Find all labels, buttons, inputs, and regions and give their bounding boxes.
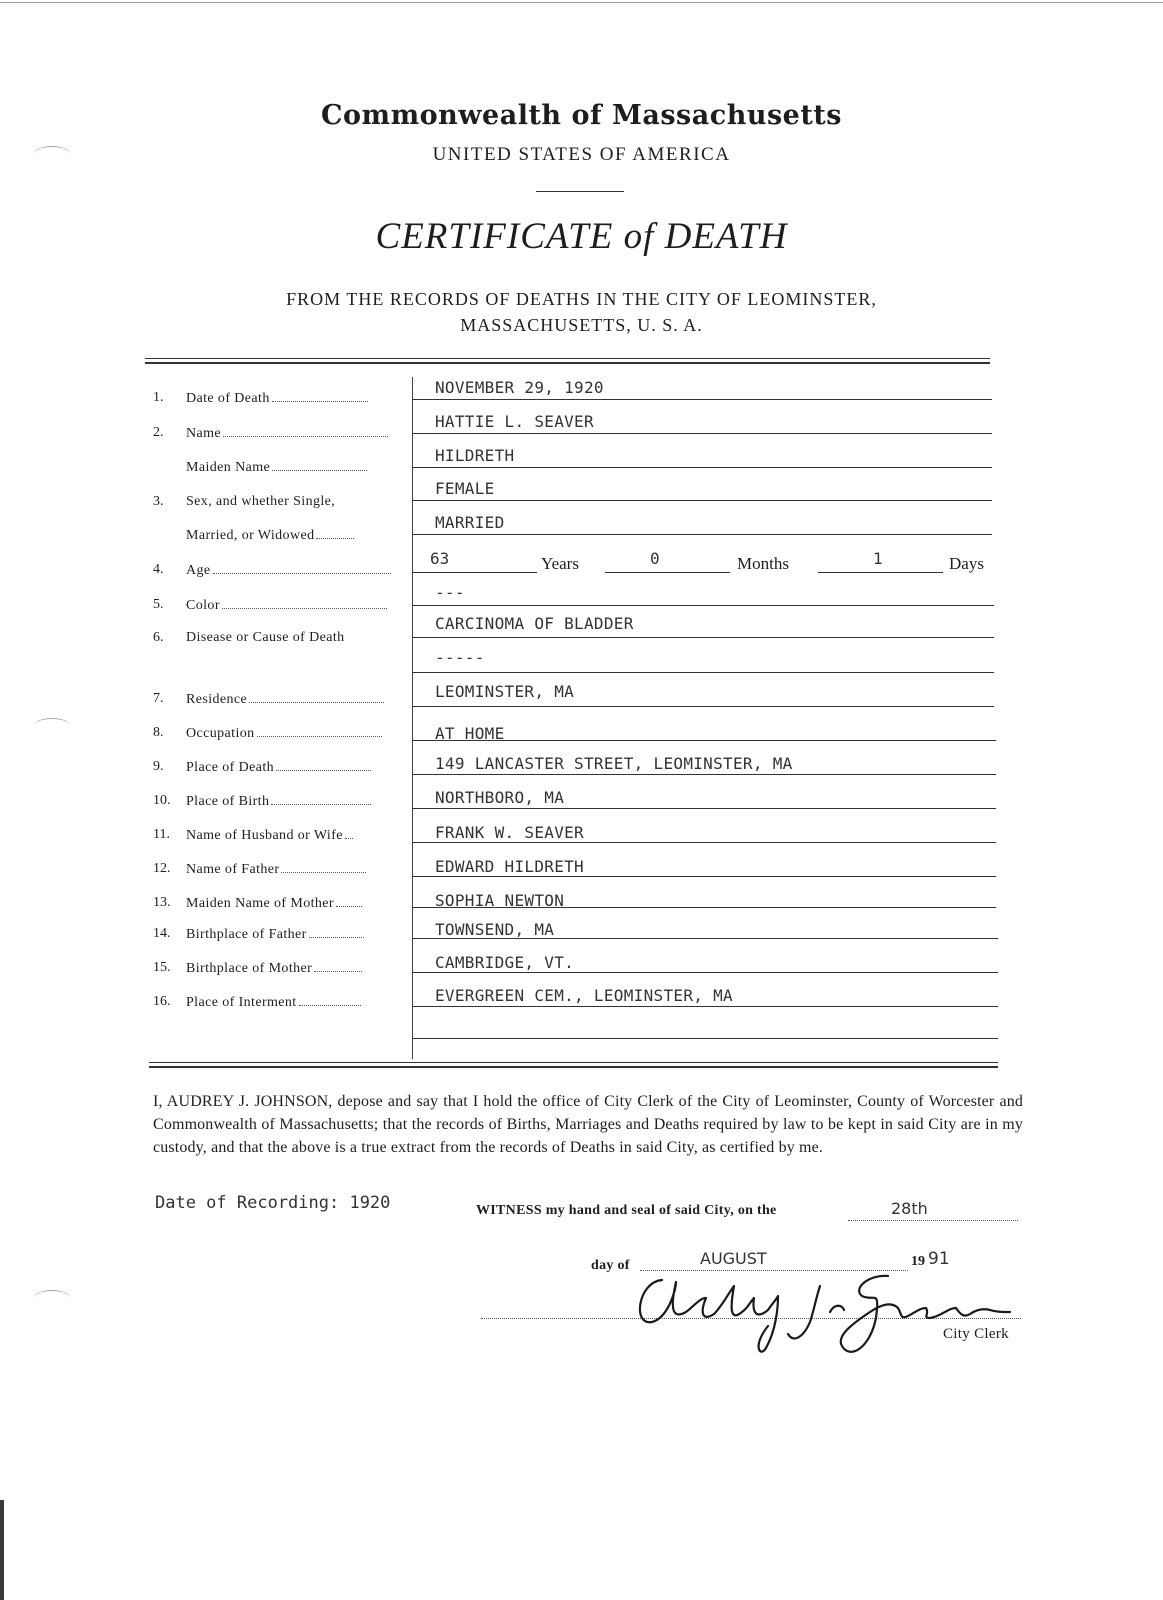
value-marital-status: MARRIED [435,513,505,532]
value-sex: FEMALE [435,479,495,498]
label-name: Name [186,425,401,442]
label-father: Name of Father [186,861,401,878]
field-line [412,672,994,673]
label-residence: Residence [186,691,401,708]
value-occupation: AT HOME [435,724,505,743]
field-line [412,1038,998,1039]
records-source-line-1: FROM THE RECORDS OF DEATHS IN THE CITY OF LEOMINSTER, [286,289,877,309]
value-mother-maiden-name: SOPHIA NEWTON [435,891,565,910]
field-line [412,972,998,973]
year-prefix: 19 [911,1254,925,1269]
records-source-line-2: MASSACHUSETTS, U. S. A. [460,315,703,335]
certification-paragraph: I, AUDREY J. JOHNSON, depose and say that I hold the office of City Clerk of the City of Leominster, County of Worcester and Commonwealth of Massachusetts; that the records of Births, Marriages and Deaths required by law to be kept in said City are in my custody, and that the above is a true extract from the records of Deaths in said City, as certified by me. [153,1093,1023,1156]
witness-day-value: 28th [891,1199,928,1218]
item-number-5: 5. [153,597,164,612]
item-number-16: 16. [153,994,171,1009]
clerk-signature [630,1268,1015,1363]
value-cause-continued: ----- [435,648,485,667]
label-occupation: Occupation [186,725,401,742]
value-place-of-birth: NORTHBORO, MA [435,788,565,807]
label-mother-maiden-name: Maiden Name of Mother [186,895,401,912]
label-months: Months [737,554,789,573]
item-number-1: 1. [153,390,164,405]
value-spouse: FRANK W. SEAVER [435,823,584,842]
label-age: Age [186,562,401,579]
item-number-4: 4. [153,562,164,577]
date-of-recording: Date of Recording: 1920 [155,1193,391,1213]
item-number-3: 3. [153,494,164,509]
item-number-7: 7. [153,691,164,706]
field-line [412,808,996,809]
label-sex: Sex, and whether Single, [186,494,336,509]
label-spouse: Name of Husband or Wife [186,827,401,844]
label-place-of-death: Place of Death [186,759,401,776]
table-top-rule [145,358,990,364]
item-number-8: 8. [153,725,164,740]
value-color: --- [435,583,465,602]
item-number-10: 10. [153,793,171,808]
field-line [412,399,992,400]
witness-day-line [848,1220,1018,1221]
field-line [605,572,730,573]
top-edge-line [0,2,1163,3]
label-place-of-interment: Place of Interment [186,994,401,1011]
label-date-of-death: Date of Death [186,390,401,407]
witness-statement: WITNESS my hand and seal of said City, on the [476,1203,777,1218]
value-cause-of-death: CARCINOMA OF BLADDER [435,614,634,633]
value-maiden-name: HILDRETH [435,446,515,465]
year-suffix: 91 [928,1249,950,1269]
item-number-9: 9. [153,759,164,774]
value-place-of-interment: EVERGREEN CEM., LEOMINSTER, MA [435,986,733,1005]
day-of-label: day of [591,1258,630,1273]
label-marital-status: Married, or Widowed [186,527,401,544]
value-age-days: 1 [873,549,883,568]
label-color: Color [186,597,401,614]
field-line [818,572,943,573]
label-days: Days [949,554,984,573]
item-number-14: 14. [153,926,171,941]
country-heading: UNITED STATES OF AMERICA [432,144,731,165]
month-value: AUGUST [700,1249,767,1268]
label-cause-of-death: Disease or Cause of Death [186,630,345,645]
city-clerk-title: City Clerk [943,1326,1009,1342]
value-name: HATTIE L. SEAVER [435,412,594,431]
item-number-11: 11. [153,827,170,842]
punch-hole-mark [34,1290,70,1305]
field-line [412,433,992,434]
records-source [0,286,1163,338]
value-age-months: 0 [650,549,660,568]
field-line [412,774,996,775]
field-line [412,1006,998,1007]
label-place-of-birth: Place of Birth [186,793,401,810]
value-place-of-death: 149 LANCASTER STREET, LEOMINSTER, MA [435,754,793,773]
label-years: Years [541,554,579,573]
item-number-2: 2. [153,425,164,440]
table-column-divider [412,377,413,1059]
field-line [412,876,996,877]
field-line [412,842,996,843]
item-number-6: 6. [153,630,164,645]
table-bottom-rule [149,1062,998,1068]
field-line [412,534,992,535]
value-residence: LEOMINSTER, MA [435,682,575,701]
field-line [412,572,537,573]
item-number-12: 12. [153,861,171,876]
label-father-birthplace: Birthplace of Father [186,926,401,943]
certificate-title: CERTIFICATE of DEATH [375,216,788,257]
value-date-of-death: NOVEMBER 29, 1920 [435,378,604,397]
heading-divider [536,191,624,192]
field-line [412,500,992,501]
value-age-years: 63 [430,549,450,568]
item-number-13: 13. [153,895,171,910]
label-mother-birthplace: Birthplace of Mother [186,960,401,977]
field-line [412,605,994,606]
value-father-birthplace: TOWNSEND, MA [435,920,555,939]
value-father: EDWARD HILDRETH [435,857,584,876]
field-line [412,637,994,638]
punch-hole-mark [34,718,70,733]
field-line [412,467,992,468]
label-maiden-name: Maiden Name [186,459,401,476]
scan-edge-shadow [0,1500,4,1600]
field-line [412,706,994,707]
item-number-15: 15. [153,960,171,975]
value-mother-birthplace: CAMBRIDGE, VT. [435,953,575,972]
commonwealth-heading: Commonwealth of Massachusetts [321,100,842,131]
